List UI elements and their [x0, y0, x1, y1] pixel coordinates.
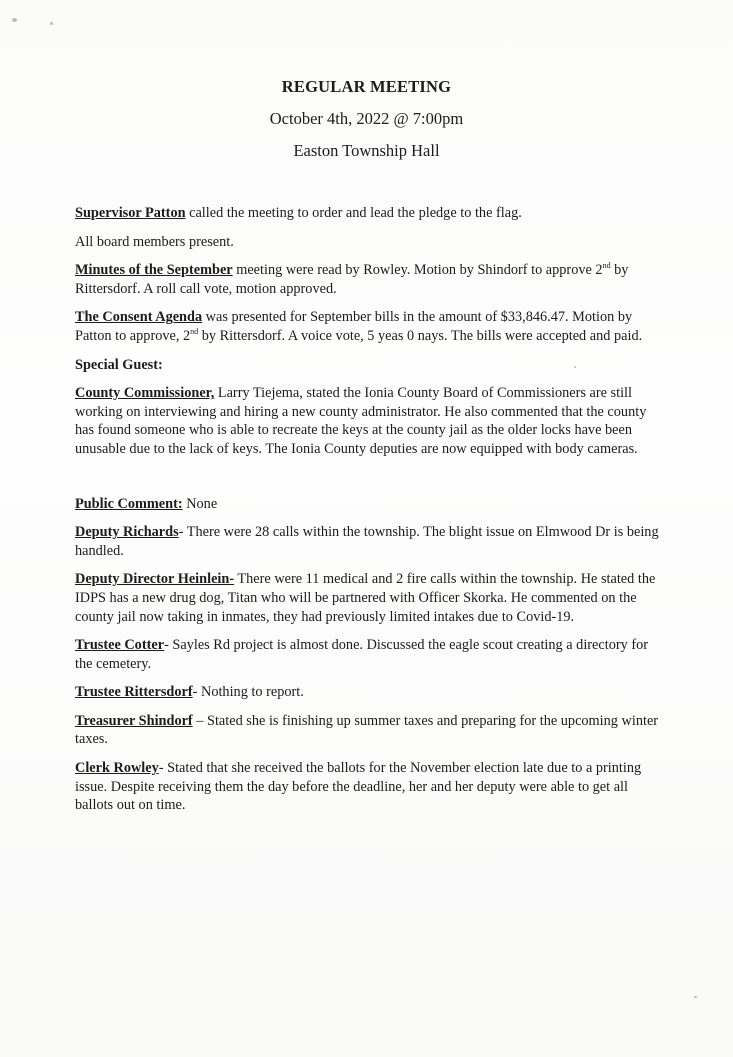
scan-speck — [50, 22, 53, 25]
heading-minutes: Minutes of the September — [75, 262, 233, 279]
paragraph-text: Larry Tiejema, stated the Ionia County Board of Commissioners are still working on interviewing and hiring a new county administrator. He also commented that the county has found someone who is able to recreate the keys at the county jail as the older locks have been unusable due to the lack of keys. The Ionia County deputies are now equipped with body cameras. — [75, 385, 647, 457]
paragraph-call-to-order — [75, 204, 665, 223]
paragraph-text: There were 11 medical and 2 fire calls within the township. He stated the IDPS has a new drug dog, Titan who will be partnered with Officer Skorka. He commented on the county jail now taking in inmates, they had previously limited intakes due to Covid-19. — [75, 571, 656, 625]
paragraph-text: called the meeting to order and lead the pledge to the flag. — [185, 205, 522, 221]
paragraph-public-comment — [75, 495, 665, 514]
paragraph-special-guest — [75, 356, 665, 375]
paragraph-deputy-richards — [75, 523, 665, 560]
minutes-body — [75, 204, 665, 825]
speaker-clerk-rowley: Clerk Rowley — [75, 760, 159, 777]
paragraph-minutes — [75, 261, 665, 298]
ordinal-suffix: nd — [190, 327, 199, 337]
paragraph-trustee-cotter — [75, 636, 665, 673]
paragraph-text: - Sayles Rd project is almost done. Discussed the eagle scout creating a directory for the cemetery. — [75, 637, 649, 672]
paragraph-text: by Rittersdorf. A roll call vote, motion approved. — [75, 262, 629, 297]
paragraph-consent-agenda — [75, 308, 665, 345]
speaker-deputy-director-heinlein: Deputy Director Heinlein- — [75, 571, 235, 588]
speaker-trustee-rittersdorf: Trustee Rittersdorf — [75, 684, 193, 701]
heading-public-comment: Public Comment: — [75, 495, 183, 512]
heading-special-guest: Special Guest: — [75, 356, 163, 373]
meeting-location: Easton Township Hall — [293, 141, 440, 160]
paragraph-text: - Nothing to report. — [192, 684, 304, 701]
scan-speck — [12, 18, 17, 22]
paragraph-text: – Stated she is finishing up summer taxes and preparing for the upcoming winter taxes. — [75, 712, 659, 748]
scan-speck — [574, 366, 576, 368]
speaker-trustee-cotter: Trustee Cotter — [75, 637, 165, 654]
speaker-supervisor-patton: Supervisor Patton — [75, 205, 186, 221]
speaker-treasurer-shindorf: Treasurer Shindorf — [75, 712, 193, 729]
meeting-date-time: October 4th, 2022 @ 7:00pm — [269, 109, 464, 128]
meeting-title: REGULAR MEETING — [281, 77, 452, 96]
paragraph-county-commissioner — [75, 384, 665, 458]
paragraph-treasurer-shindorf — [75, 712, 665, 749]
speaker-deputy-richards: Deputy Richards — [75, 524, 179, 541]
paragraph-clerk-rowley — [75, 759, 665, 815]
scan-speck — [694, 996, 697, 998]
paragraph-trustee-rittersdorf — [75, 683, 665, 702]
paragraph-text: - Stated that she received the ballots for the November election late due to a printing issue. Despite receiving them the day before the deadline, her and her deputy were able to get all ballots out on time. — [75, 760, 642, 814]
paragraph-text: was presented for September bills in the amount of $33,846.47. Motion by Patton to approve, 2 — [75, 309, 633, 344]
paragraph-text: All board members present. — [75, 233, 234, 250]
paragraph-attendance — [75, 233, 665, 252]
paragraph-text: - There were 28 calls within the township. The blight issue on Elmwood Dr is being handled. — [75, 524, 659, 559]
speaker-county-commissioner: County Commissioner, — [75, 385, 215, 402]
heading-consent-agenda: The Consent Agenda — [75, 309, 203, 326]
paragraph-deputy-director-heinlein — [75, 570, 665, 626]
paragraph-text: None — [182, 495, 218, 512]
paragraph-text: by Rittersdorf. A voice vote, 5 yeas 0 nays. The bills were accepted and paid. — [198, 327, 643, 344]
paragraph-text: meeting were read by Rowley. Motion by Shindorf to approve 2 — [232, 262, 603, 279]
ordinal-suffix: nd — [602, 261, 611, 271]
